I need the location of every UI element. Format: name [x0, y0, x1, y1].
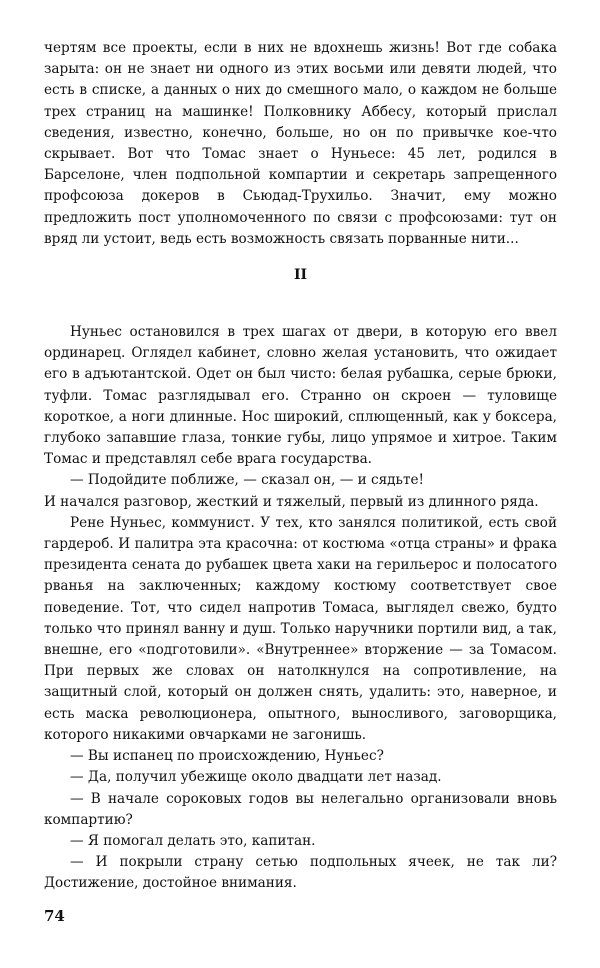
- dialogue-line: — Да, получил убежище около двадцати лет назад.: [70, 769, 442, 786]
- dialogue-line: — В начале сороковых годов вы нелегально организовали вновь компартию?: [44, 790, 557, 828]
- chapter-number: II: [293, 267, 308, 284]
- dialogue-line: — И покрыли страну сетью подпольных ячеек, не так ли? Достижение, достойное внимания.: [44, 854, 557, 892]
- page-number: 74: [44, 907, 65, 925]
- dialogue-line: — Подойдите поближе, — сказал он, — и сядьте!: [70, 472, 424, 489]
- dialogue-line: — Я помогал делать это, капитан.: [70, 832, 316, 849]
- paragraph: Рене Нуньес, коммунист. У тех, кто занялся политикой, есть свой гардероб. И палитра эта красочна: от костюма «отца страны» и фрака президента сената до рубашек цвета хаки на герильерос и полосатого рванья на заключенных; каждому костюму соответствует свое поведение. Тот, что сидел напротив Томаса, выглядел свежо, будто только что принял ванну и душ. Только наручники портили вид, а так, внешне, его «подготовили». «Внутреннее» вторжение — за Томасом. При первых же словах он натолкнулся на сопротивление, на защитный слой, который он должен снять, удалить: это, наверное, и есть маска революционера, опытного, выносливого, заговорщика, которого никакими овчарками не загонишь.: [44, 514, 557, 743]
- book-page: [44, 38, 557, 895]
- opening-paragraph: чертям все проекты, если в них не вдохнешь жизнь! Вот где собака зарыта: он не знает ни одного из этих восьми или девяти людей, что есть в списке, а данных о них до смешного мало, о каждом не больше трех страниц на машинке! Полковнику Аббесу, который прислал сведения, известно, конечно, больше, но он по привычке кое-что скрывает. Вот что Томас знает о Нуньесе: 45 лет, родился в Барселоне, член подпольной компартии и секретарь запрещенного профсоюза докеров в Сьюдад-Трухильо. Значит, ему можно предложить пост уполномоченного по связи с профсоюзами: тут он вряд ли устоит, ведь есть возможность связать порванные нити...: [44, 40, 557, 247]
- dialogue-line: — Вы испанец по происхождению, Нуньес?: [70, 748, 384, 765]
- paragraph: И начался разговор, жесткий и тяжелый, первый из длинного ряда.: [44, 493, 539, 510]
- paragraph: Нуньес остановился в трех шагах от двери, в которую его ввел ординарец. Оглядел кабинет, словно желая установить, что ожидает его в адъютантской. Одет он был чисто: белая рубашка, серые брюки, туфли. Томас разглядывал его. Странно он скроен — туловище короткое, а ноги длинные. Нос широкий, сплющенный, как у боксера, глубоко запавшие глаза, тонкие губы, лицо упрямое и хитрое. Таким Томас и представлял себе врага государства.: [44, 324, 557, 468]
